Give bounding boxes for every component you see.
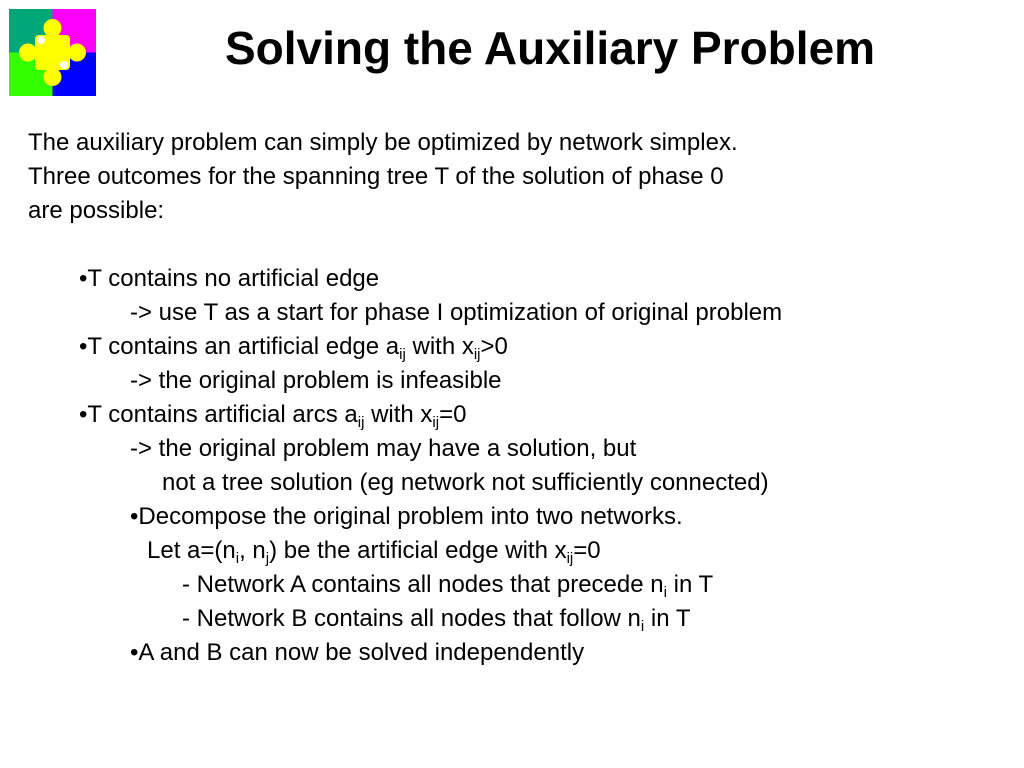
bullet-artificial-arcs-zero [79,398,466,432]
let-text-b: , n [239,537,266,564]
bullet2-sub-b: ij [473,346,481,363]
bullet3-text-c: =0 [439,401,467,428]
network-b-line [182,602,691,636]
bullet-artificial-arcs-zero-detail-1: -> the original problem may have a solution, but [130,435,637,462]
bullet2-text-a: •T contains an artificial edge a [79,333,400,360]
bullet-artificial-arcs-zero-detail-2: not a tree solution (eg network not sufficiently connected) [162,469,769,496]
bullet-solve-independently: •A and B can now be solved independently [130,639,585,666]
let-text-c: ) be the artificial edge with x [269,537,567,564]
puzzle-logo-graphic [9,9,96,96]
intro-line-3: are possible: [28,197,165,224]
let-sub-2: j [265,550,270,567]
puzzle-logo-icon [9,9,96,96]
network-a-line [182,568,713,602]
network-a-text-b: in T [666,571,714,598]
network-b-sub: i [640,618,645,635]
bullet2-text-c: >0 [480,333,508,360]
bullet3-text-b: with x [364,401,433,428]
bullet-decompose: •Decompose the original problem into two networks. [130,503,683,530]
bullet2-sub-a: ij [399,346,406,363]
let-text-a: Let a=(n [147,537,236,564]
bullet3-text-a: •T contains artificial arcs a [79,401,358,428]
bullet-no-artificial-edge-detail: -> use T as a start for phase I optimization of original problem [130,299,783,326]
let-text-d: =0 [573,537,601,564]
bullet-artificial-edge-positive-detail: -> the original problem is infeasible [130,367,502,394]
decompose-let-line [147,534,601,568]
network-b-text-a: - Network B contains all nodes that follow n [182,605,641,632]
bullet-no-artificial-edge: •T contains no artificial edge [79,265,380,292]
network-a-sub: i [663,584,667,601]
let-sub-1: i [235,550,240,567]
network-b-text-b: in T [644,605,691,632]
bullet2-text-b: with x [405,333,474,360]
slide-title: Solving the Auxiliary Problem [224,22,876,74]
bullet3-sub-a: ij [357,414,365,431]
intro-line-2: Three outcomes for the spanning tree T of the solution of phase 0 [28,163,724,190]
bullet3-sub-b: ij [432,414,440,431]
let-sub-3: ij [566,550,574,567]
bullet-artificial-edge-positive [79,330,508,364]
network-a-text-a: - Network A contains all nodes that precede n [182,571,664,598]
intro-line-1: The auxiliary problem can simply be optimized by network simplex. [28,129,738,156]
